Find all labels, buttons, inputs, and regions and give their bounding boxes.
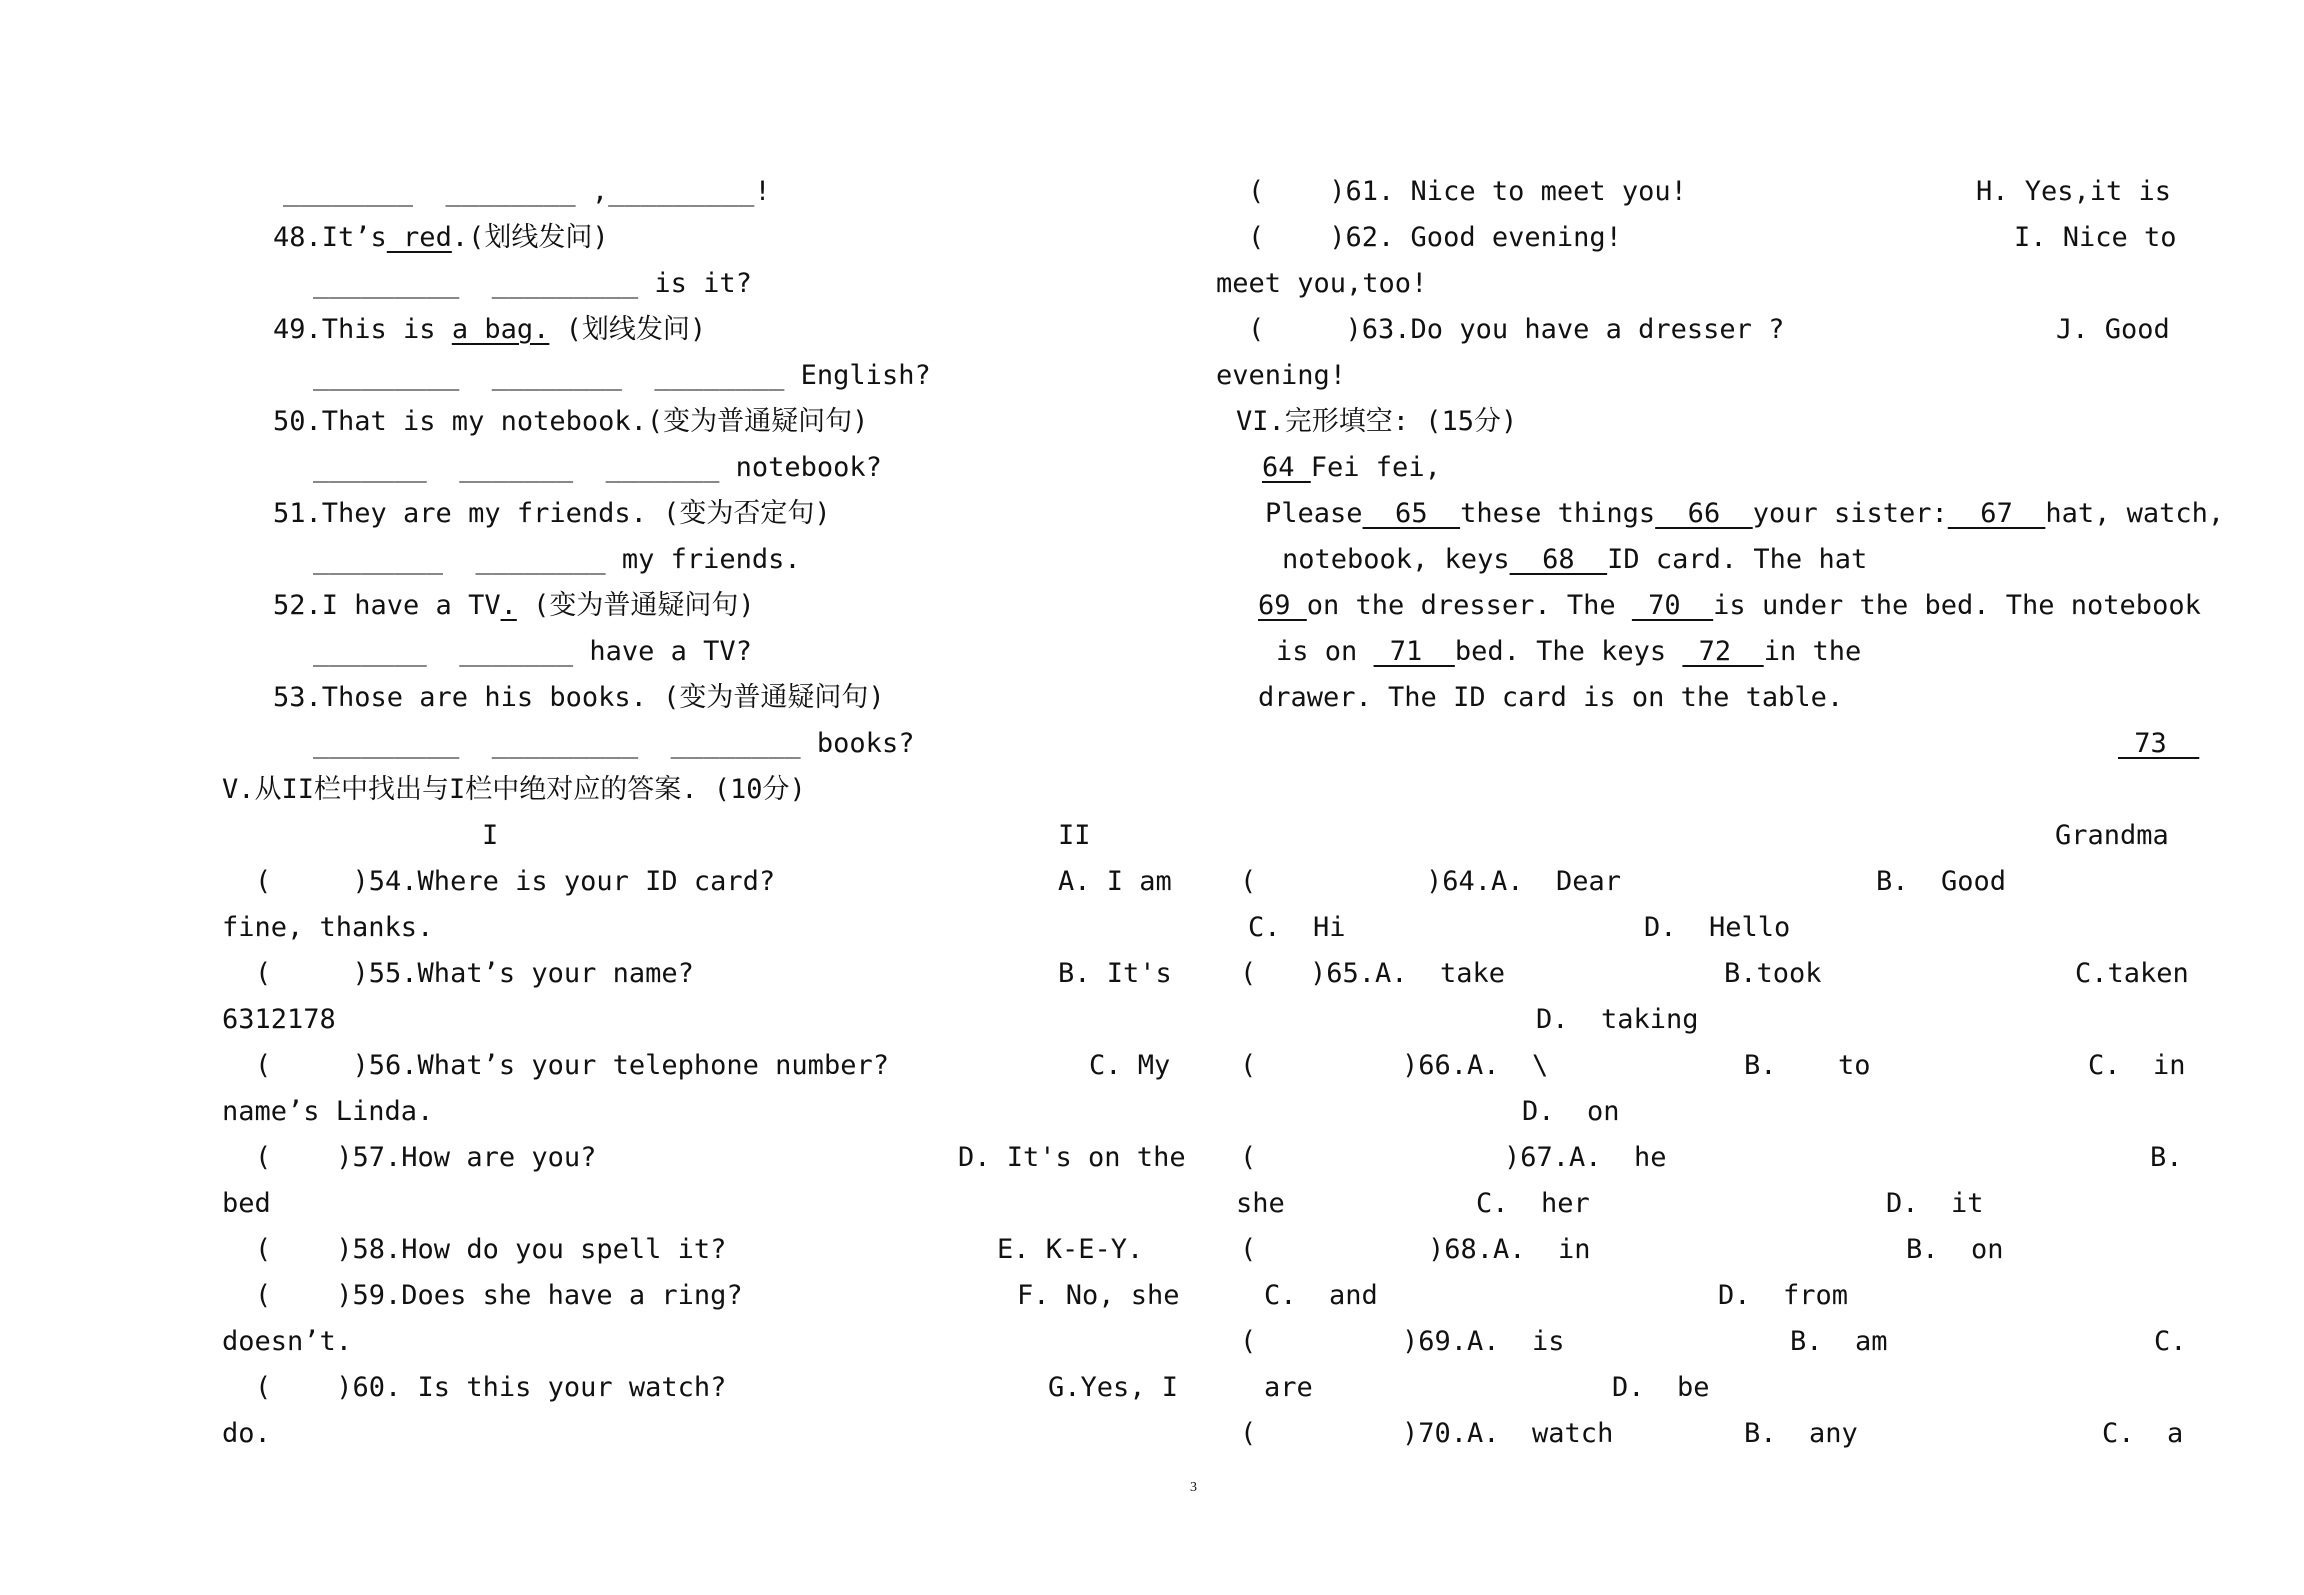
- blank-71: 71: [1373, 636, 1455, 667]
- cloze-67-option-c: C. her: [1476, 1188, 1590, 1219]
- cloze-66-option-a: )66.A. \: [1402, 1050, 1549, 1081]
- question-48: [273, 221, 609, 255]
- cloze-65-option-a: )65.A. take: [1310, 958, 1506, 989]
- underlined-word: a bag.: [451, 314, 550, 345]
- option-j-wrap: evening!: [1216, 360, 1347, 391]
- question-56: ( )56.What’s your telephone number?: [255, 1050, 889, 1081]
- cloze-69-option-c: C.: [2154, 1326, 2187, 1357]
- passage-signature: Grandma: [2055, 820, 2169, 851]
- cloze-69-option-c-text: are: [1264, 1372, 1313, 1403]
- passage-text: notebook, keys: [1282, 544, 1510, 575]
- cloze-65-option-d: D. taking: [1536, 1004, 1699, 1035]
- answer-line-53: _________ _________ ________ books?: [313, 728, 915, 759]
- passage-line-2: [1265, 497, 2224, 531]
- cloze-69-option-b: B. am: [1790, 1326, 1888, 1357]
- passage-text: Fei fei,: [1310, 452, 1441, 483]
- cloze-68-option-a: )68.A. in: [1428, 1234, 1591, 1265]
- option-b: B. It's: [1058, 958, 1172, 989]
- blank-64: 64: [1262, 452, 1311, 483]
- question-53: 53.Those are his books. (变为普通疑问句): [273, 682, 885, 713]
- instruction: (变为普通疑问句): [516, 590, 755, 621]
- passage-line-6: drawer. The ID card is on the table.: [1258, 682, 1844, 713]
- question-49: [273, 313, 706, 347]
- passage-text: bed. The keys: [1454, 636, 1683, 667]
- question-63: ( )63.Do you have a dresser ?: [1248, 314, 1785, 345]
- cloze-67-option-a: )67.A. he: [1504, 1142, 1667, 1173]
- blank-70: 70: [1631, 590, 1714, 621]
- cloze-70-paren: (: [1240, 1418, 1257, 1449]
- underlined-word: .: [500, 590, 517, 621]
- question-text: 48.It’s: [273, 222, 387, 253]
- option-c-wrap: name’s Linda.: [222, 1096, 434, 1127]
- question-55: ( )55.What’s your name?: [255, 958, 694, 989]
- passage-text: hat, watch,: [2045, 498, 2225, 529]
- cloze-68-option-b: B. on: [1906, 1234, 2004, 1265]
- option-g: G.Yes, I: [1048, 1372, 1179, 1403]
- instruction: (划线发问): [549, 314, 707, 345]
- cloze-70-option-a: )70.A. watch: [1402, 1418, 1614, 1449]
- question-52: [273, 589, 755, 623]
- section-6-heading: VI.完形填空: (15分): [1236, 406, 1518, 437]
- option-d: D. It's on the: [958, 1142, 1186, 1173]
- option-f-wrap: doesn’t.: [222, 1326, 353, 1357]
- cloze-67-option-b-text: she: [1236, 1188, 1285, 1219]
- answer-blank-line: ________ ________ ,_________!: [283, 176, 771, 207]
- option-i: I. Nice to: [2014, 222, 2177, 253]
- question-62: ( )62. Good evening!: [1248, 222, 1622, 253]
- cloze-64-option-d: D. Hello: [1644, 912, 1791, 943]
- cloze-66-option-d: D. on: [1522, 1096, 1620, 1127]
- question-61: ( )61. Nice to meet you!: [1248, 176, 1687, 207]
- blank-65: 65: [1362, 498, 1461, 529]
- cloze-67-paren: (: [1240, 1142, 1257, 1173]
- answer-line-48: _________ _________ is it?: [313, 268, 752, 299]
- cloze-69-option-a: )69.A. is: [1402, 1326, 1565, 1357]
- option-j: J. Good: [2056, 314, 2170, 345]
- section-5-heading: V.从II栏中找出与I栏中绝对应的答案. (10分): [222, 774, 806, 805]
- answer-line-50: _______ _______ _______ notebook?: [313, 452, 882, 483]
- passage-text: on the dresser. The: [1306, 590, 1632, 621]
- question-text: 49.This is: [273, 314, 452, 345]
- blank-73: 73: [2118, 728, 2200, 759]
- cloze-65-paren: (: [1240, 958, 1257, 989]
- blank-66: 66: [1655, 498, 1753, 529]
- cloze-68-paren: (: [1240, 1234, 1257, 1265]
- cloze-68-option-c: C. and: [1264, 1280, 1378, 1311]
- cloze-66-option-b: B.: [1744, 1050, 1777, 1081]
- passage-text: your sister:: [1752, 498, 1948, 529]
- cloze-66-paren: (: [1240, 1050, 1257, 1081]
- cloze-67-option-d: D. it: [1886, 1188, 1984, 1219]
- cloze-66-option-b-text: to: [1838, 1050, 1871, 1081]
- answer-line-49: _________ ________ ________ English?: [313, 360, 931, 391]
- passage-text: in the: [1763, 636, 1862, 667]
- page-number: 3: [1190, 1480, 1197, 1495]
- cloze-66-option-c: C. in: [2088, 1050, 2186, 1081]
- column-1-label: I: [482, 820, 499, 851]
- passage-text: ID card. The hat: [1607, 544, 1868, 575]
- blank-72: 72: [1682, 636, 1764, 667]
- passage-text: is on: [1276, 636, 1374, 667]
- passage-line-5: [1276, 635, 1861, 669]
- cloze-64-option-b: B. Good: [1876, 866, 2007, 897]
- cloze-65-option-b: B.took: [1724, 958, 1822, 989]
- question-54: ( )54.Where is your ID card?: [255, 866, 776, 897]
- question-text: 52.I have a TV: [273, 590, 501, 621]
- underlined-word: red: [386, 222, 452, 253]
- question-60: ( )60. Is this your watch?: [255, 1372, 727, 1403]
- passage-line-4: [1258, 589, 2201, 623]
- cloze-64-option-c: C. Hi: [1248, 912, 1346, 943]
- cloze-69-paren: (: [1240, 1326, 1257, 1357]
- option-f: F. No, she: [1017, 1280, 1180, 1311]
- cloze-65-option-c: C.taken: [2075, 958, 2189, 989]
- column-2-label: II: [1058, 820, 1091, 851]
- blank-67: 67: [1947, 498, 2046, 529]
- option-g-wrap: do.: [222, 1418, 271, 1449]
- blank-69: 69: [1258, 590, 1307, 621]
- cloze-70-option-c: C. a: [2102, 1418, 2184, 1449]
- option-i-wrap: meet you,too!: [1216, 268, 1428, 299]
- passage-line-3: [1282, 543, 1867, 577]
- question-51: 51.They are my friends. (变为否定句): [273, 498, 831, 529]
- option-a-wrap: fine, thanks.: [222, 912, 434, 943]
- blank-68: 68: [1509, 544, 1608, 575]
- passage-line-1: [1262, 451, 1441, 485]
- cloze-68-option-d: D. from: [1718, 1280, 1849, 1311]
- instruction: .(划线发问): [451, 222, 609, 253]
- passage-text: is under the bed. The notebook: [1713, 590, 2201, 621]
- question-59: ( )59.Does she have a ring?: [255, 1280, 743, 1311]
- question-58: ( )58.How do you spell it?: [255, 1234, 727, 1265]
- passage-text: Please: [1265, 498, 1363, 529]
- question-50: 50.That is my notebook.(变为普通疑问句): [273, 406, 869, 437]
- question-57: ( )57.How are you?: [255, 1142, 597, 1173]
- option-b-wrap: 6312178: [222, 1004, 336, 1035]
- option-e: E. K-E-Y.: [997, 1234, 1144, 1265]
- answer-line-51: ________ ________ my friends.: [313, 544, 801, 575]
- option-d-wrap: bed: [222, 1188, 271, 1219]
- passage-text: these things: [1460, 498, 1656, 529]
- cloze-64-paren: (: [1240, 866, 1257, 897]
- option-c: C. My: [1089, 1050, 1171, 1081]
- option-h: H. Yes,it is: [1976, 176, 2172, 207]
- cloze-70-option-b: B. any: [1744, 1418, 1858, 1449]
- answer-line-52: _______ _______ have a TV?: [313, 636, 752, 667]
- cloze-64-option-a: )64.A. Dear: [1426, 866, 1622, 897]
- option-a: A. I am: [1058, 866, 1172, 897]
- cloze-67-option-b: B.: [2150, 1142, 2183, 1173]
- cloze-69-option-d: D. be: [1612, 1372, 1710, 1403]
